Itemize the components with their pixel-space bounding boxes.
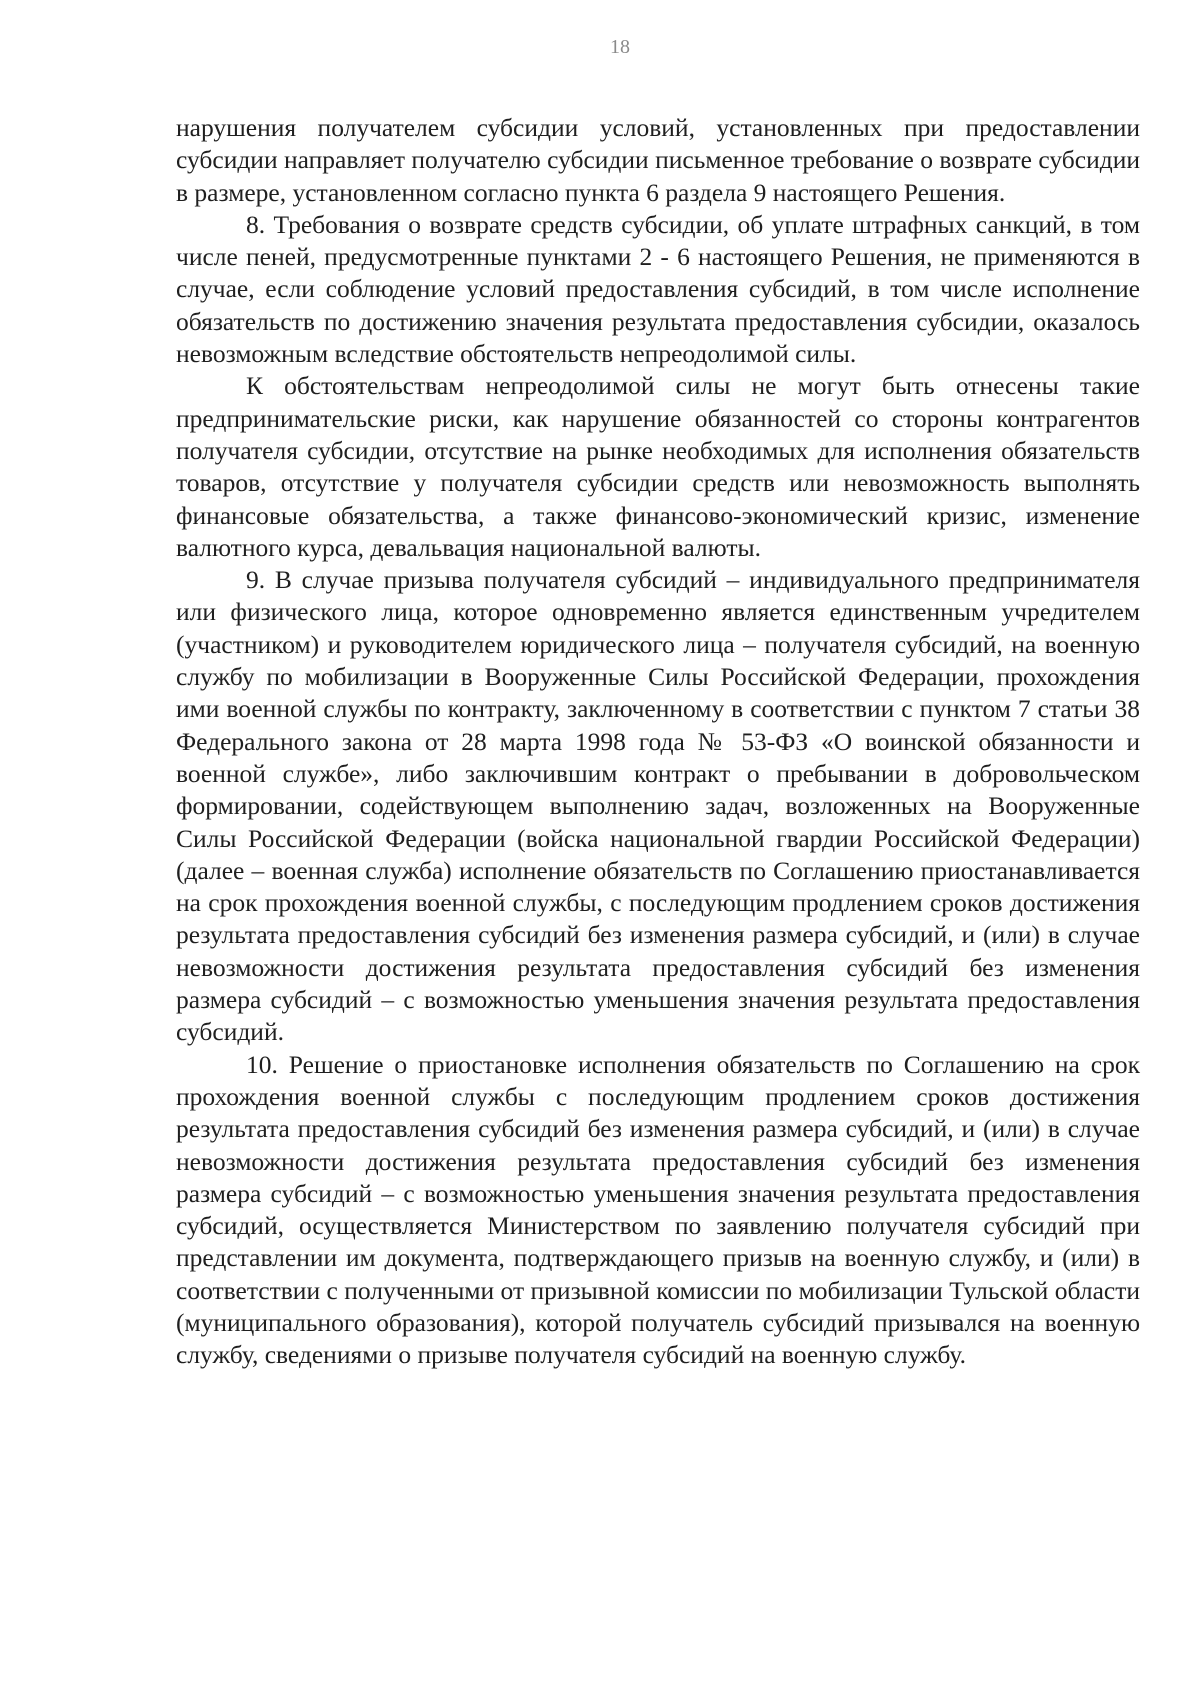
document-body: [176, 112, 1140, 1372]
paragraph-force-majeure: К обстоятельствам непреодолимой силы не могут быть отнесены такие предпринимательские риски, как нарушение обязанностей со стороны контрагентов получателя субсидии, отсутствие на рынке необходимых для исполнения обязательств товаров, отсутствие у получателя субсидии средств или невозможность выполнять финансовые обязательства, а также финансово-экономический кризис, изменение валютного курса, девальвация национальной валюты.: [176, 371, 1140, 562]
page-number: 18: [610, 36, 630, 58]
paragraph-item-10: 10. Решение о приостановке исполнения обязательств по Соглашению на срок прохождения военной службы с последующим продлением сроков достижения результата предоставления субсидий без изменения размера субсидий, и (или) в случае невозможности достижения результата предоставления субсидий без изменения размера субсидий – с возможностью уменьшения значения результата предоставления субсидий, осуществляется Министерством по заявлению получателя субсидий при представлении им документа, подтверждающего призыв на военную службу, и (или) в соответствии с полученными от призывной комиссии по мобилизации Тульской области (муниципального образования), которой получатель субсидий призывался на военную службу, сведениями о призыве получателя субсидий на военную службу.: [176, 1049, 1140, 1370]
paragraph-continuation: нарушения получателем субсидии условий, установленных при предоставлении субсидии направляет получателю субсидии письменное требование о возврате субсидии в размере, установленном согласно пункта 6 раздела 9 настоящего Решения.: [176, 113, 1140, 207]
paragraph-item-9: 9. В случае призыва получателя субсидий – индивидуального предпринимателя или физического лица, которое одновременно является единственным учредителем (участником) и руководителем юридического лица – получателя субсидий, на военную службу по мобилизации в Вооруженные Силы Российской Федерации, прохождения ими военной службы по контракту, заключенному в соответствии с пунктом 7 статьи 38 Федерального закона от 28 марта 1998 года № 53-ФЗ «О воинской обязанности и военной службе», либо заключившим контракт о пребывании в добровольческом формировании, содействующем выполнению задач, возложенных на Вооруженные Силы Российской Федерации (войска национальной гвардии Российской Федерации) (далее – военная служба) исполнение обязательств по Соглашению приостанавливается на срок прохождения военной службы, с последующим продлением сроков достижения результата предоставления субсидий без изменения размера субсидий, и (или) в случае невозможности достижения результата предоставления субсидий без изменения размера субсидий – с возможностью уменьшения значения результата предоставления субсидий.: [176, 565, 1140, 1047]
paragraph-item-8: 8. Требования о возврате средств субсидии, об уплате штрафных санкций, в том числе пеней, предусмотренные пунктами 2 - 6 настоящего Решения, не применяются в случае, если соблюдение условий предоставления субсидий, в том числе исполнение обязательств по достижению значения результата предоставления субсидии, оказалось невозможным вследствие обстоятельств непреодолимой силы.: [176, 209, 1140, 369]
